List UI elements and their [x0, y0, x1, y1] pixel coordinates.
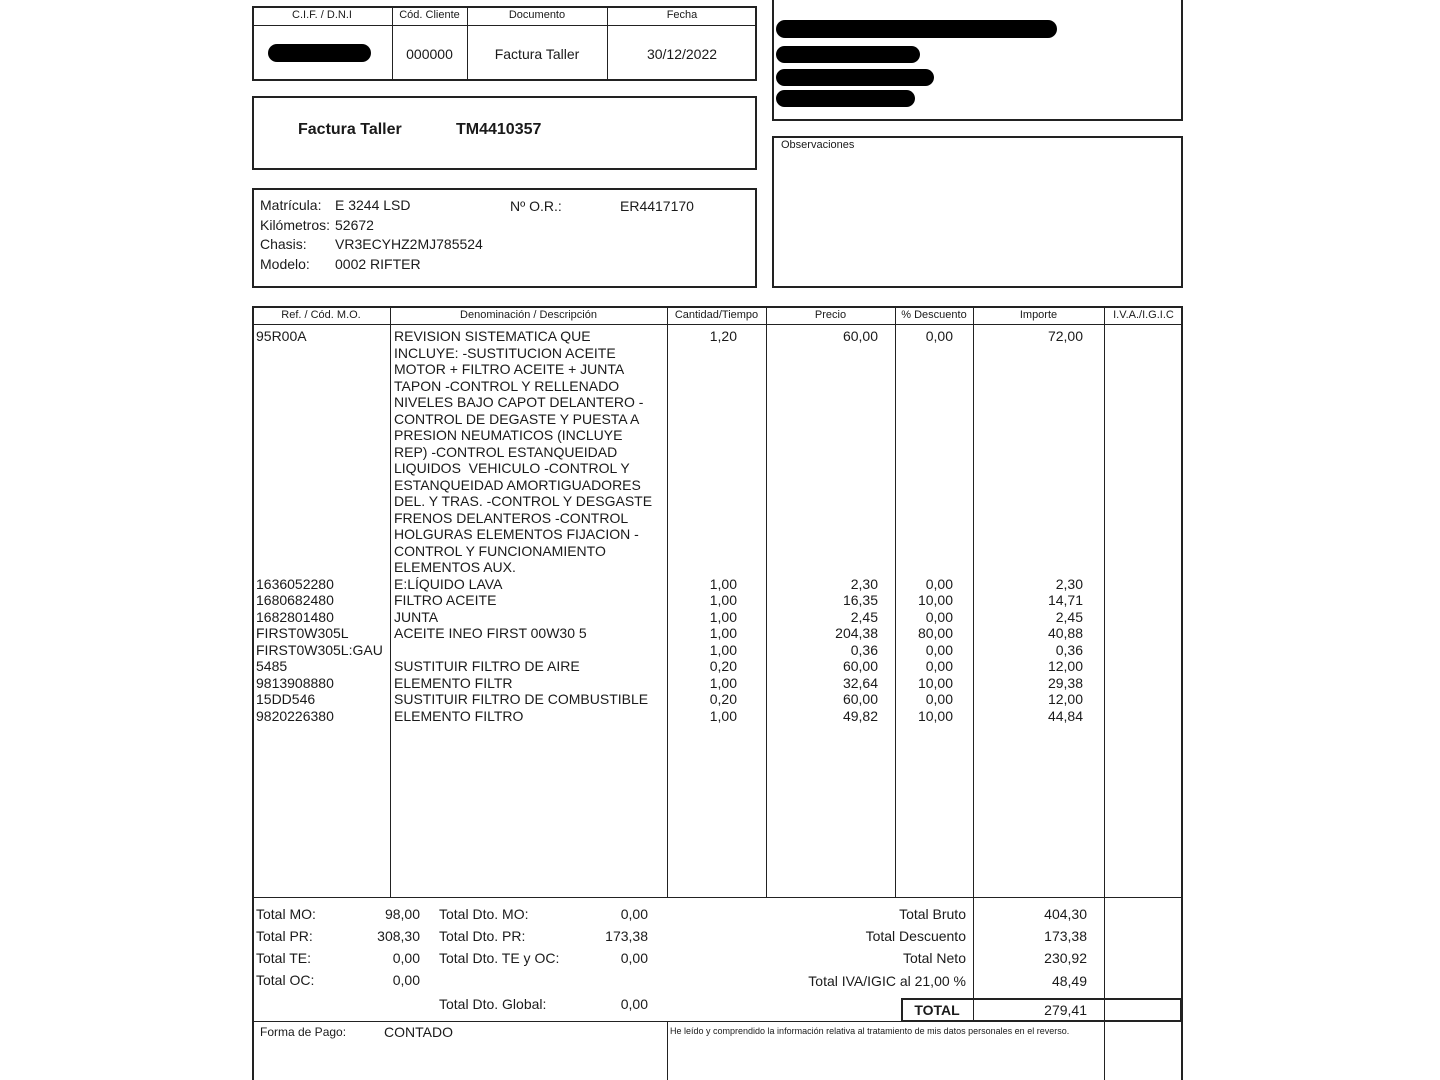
total-dto-te-label: Total Dto. TE y OC: — [439, 950, 560, 966]
model-value: 0002 RIFTER — [335, 256, 421, 272]
total-neto-label: Total Neto — [902, 950, 966, 966]
column-divider — [1104, 306, 1105, 1080]
total-pr-label: Total PR: — [256, 928, 313, 944]
redacted-customer-address — [776, 46, 920, 63]
total-bruto-value: 404,30 — [1044, 906, 1087, 922]
or-value: ER4417170 — [620, 198, 694, 214]
col-header-vat: I.V.A./I.G.I.C — [1113, 309, 1174, 321]
total-dto-global-value: 0,00 — [620, 996, 648, 1012]
total-dto-pr-value: 173,38 — [605, 928, 648, 944]
invoice-type: Factura Taller — [298, 121, 402, 138]
col-header-ref: Ref. / Cód. M.O. — [281, 309, 361, 321]
ref-column-values: 95R00A 1636052280 1680682480 1682801480 FIRST0W305L FIRST0W305L:GAU 5485 9813908880 15DD546 9820226380 — [256, 328, 383, 724]
document-label: Documento — [508, 9, 566, 21]
total-neto-value: 230,92 — [1044, 950, 1087, 966]
discount-column-values: 0,00 0,00 10,00 0,00 80,00 0,00 0,00 10,00 0,00 10,00 — [917, 328, 953, 724]
header-divider — [252, 25, 757, 26]
observations-label: Observaciones — [781, 139, 855, 151]
chassis-value: VR3ECYHZ2MJ785524 — [335, 236, 483, 252]
total-dto-mo-value: 0,00 — [620, 906, 648, 922]
total-dto-global-label: Total Dto. Global: — [439, 996, 547, 1012]
date-value: 30/12/2022 — [646, 46, 718, 62]
chassis-label: Chasis: — [260, 236, 307, 252]
total-iva-label: Total IVA/IGIC al 21,00 % — [808, 973, 966, 989]
col-header-discount: % Descuento — [901, 309, 967, 321]
redacted-customer-name — [776, 20, 1057, 38]
footer-col-divider — [667, 1021, 668, 1080]
total-te-value: 0,00 — [392, 950, 420, 966]
client-code-value: 000000 — [406, 46, 453, 62]
totals-divider — [252, 897, 1183, 898]
col-header-price: Precio — [814, 309, 847, 321]
redacted-customer-address — [776, 69, 934, 86]
total-dto-pr-label: Total Dto. PR: — [439, 928, 526, 944]
total-mo-label: Total MO: — [256, 906, 316, 922]
total-bruto-label: Total Bruto — [899, 906, 966, 922]
or-label: Nº O.R.: — [510, 198, 562, 214]
footer-divider — [252, 1021, 904, 1022]
cif-label: C.I.F. / D.N.I — [292, 9, 352, 21]
plate-label: Matrícula: — [260, 197, 322, 213]
payment-label: Forma de Pago: — [260, 1025, 347, 1039]
date-label: Fecha — [666, 9, 698, 21]
privacy-notice: He leído y comprendido la información relativa al tratamiento de mis datos personales en el reverso. — [670, 1026, 1070, 1036]
total-pr-value: 308,30 — [377, 928, 420, 944]
total-mo-value: 98,00 — [384, 906, 420, 922]
total-descuento-value: 173,38 — [1044, 928, 1087, 944]
client-code-label: Cód. Cliente — [399, 9, 460, 21]
total-te-label: Total TE: — [256, 950, 311, 966]
total-iva-value: 48,49 — [1051, 973, 1087, 989]
col-header-qty: Cantidad/Tiempo — [674, 309, 759, 321]
model-label: Modelo: — [260, 256, 310, 272]
total-dto-mo-label: Total Dto. MO: — [439, 906, 529, 922]
total-oc-label: Total OC: — [256, 972, 315, 988]
grand-total-value: 279,41 — [1044, 1002, 1087, 1018]
grand-total-label: TOTAL — [914, 1002, 960, 1018]
observations-box — [772, 136, 1183, 288]
invoice-number: TM4410357 — [456, 121, 542, 138]
column-divider — [390, 306, 391, 898]
total-oc-value: 0,00 — [392, 972, 420, 988]
km-label: Kilómetros: — [260, 217, 331, 233]
document-value: Factura Taller — [494, 46, 580, 62]
total-dto-te-value: 0,00 — [620, 950, 648, 966]
redacted-cif — [268, 44, 371, 62]
description-column-values: REVISION SISTEMATICA QUE INCLUYE: -SUSTITUCION ACEITE MOTOR + FILTRO ACEITE + JUNTA TAPON -CONTROL Y RELLENADO NIVELES BAJO CAPOT DELANTERO - CONTROL DE DEGASTE Y PUESTA A PRESION NEUMATICOS (INCLUYE REP) -CONTROL ESTANQUEIDAD LIQUIDOS VEHICULO -CONTROL Y ESTANQUEIDAD AMORTIGUADORES DEL. Y TRAS. -CONTROL Y DESGASTE FRENOS DELANTEROS -CONTROL HOLGURAS ELEMENTOS FIJACION - CONTROL Y FUNCIONAMIENTO ELEMENTOS AUX. E:LÍQUIDO LAVA FILTRO ACEITE JUNTA ACEITE INEO FIRST 00W30 5 SUSTITUIR FILTRO DE AIRE ELEMENTO FILTR SUSTITUIR FILTRO DE COMBUSTIBLE ELEMENTO FILTRO — [394, 328, 653, 724]
qty-column-values: 1,20 1,00 1,00 1,00 1,00 1,00 0,20 1,00 0,20 1,00 — [709, 328, 737, 724]
km-value: 52672 — [335, 217, 374, 233]
col-header-desc: Denominación / Descripción — [460, 309, 597, 321]
payment-value: CONTADO — [384, 1024, 453, 1040]
amount-column-values: 72,00 2,30 14,71 2,45 40,88 0,36 12,00 29,38 12,00 44,84 — [1047, 328, 1083, 724]
redacted-customer-address — [776, 90, 915, 107]
col-header-amount: Importe — [1019, 309, 1058, 321]
total-descuento-label: Total Descuento — [865, 928, 966, 944]
price-column-values: 60,00 2,30 16,35 2,45 204,38 0,36 60,00 32,64 60,00 49,82 — [835, 328, 878, 724]
column-header-divider — [252, 324, 1183, 325]
plate-value: E 3244 LSD — [335, 197, 411, 213]
